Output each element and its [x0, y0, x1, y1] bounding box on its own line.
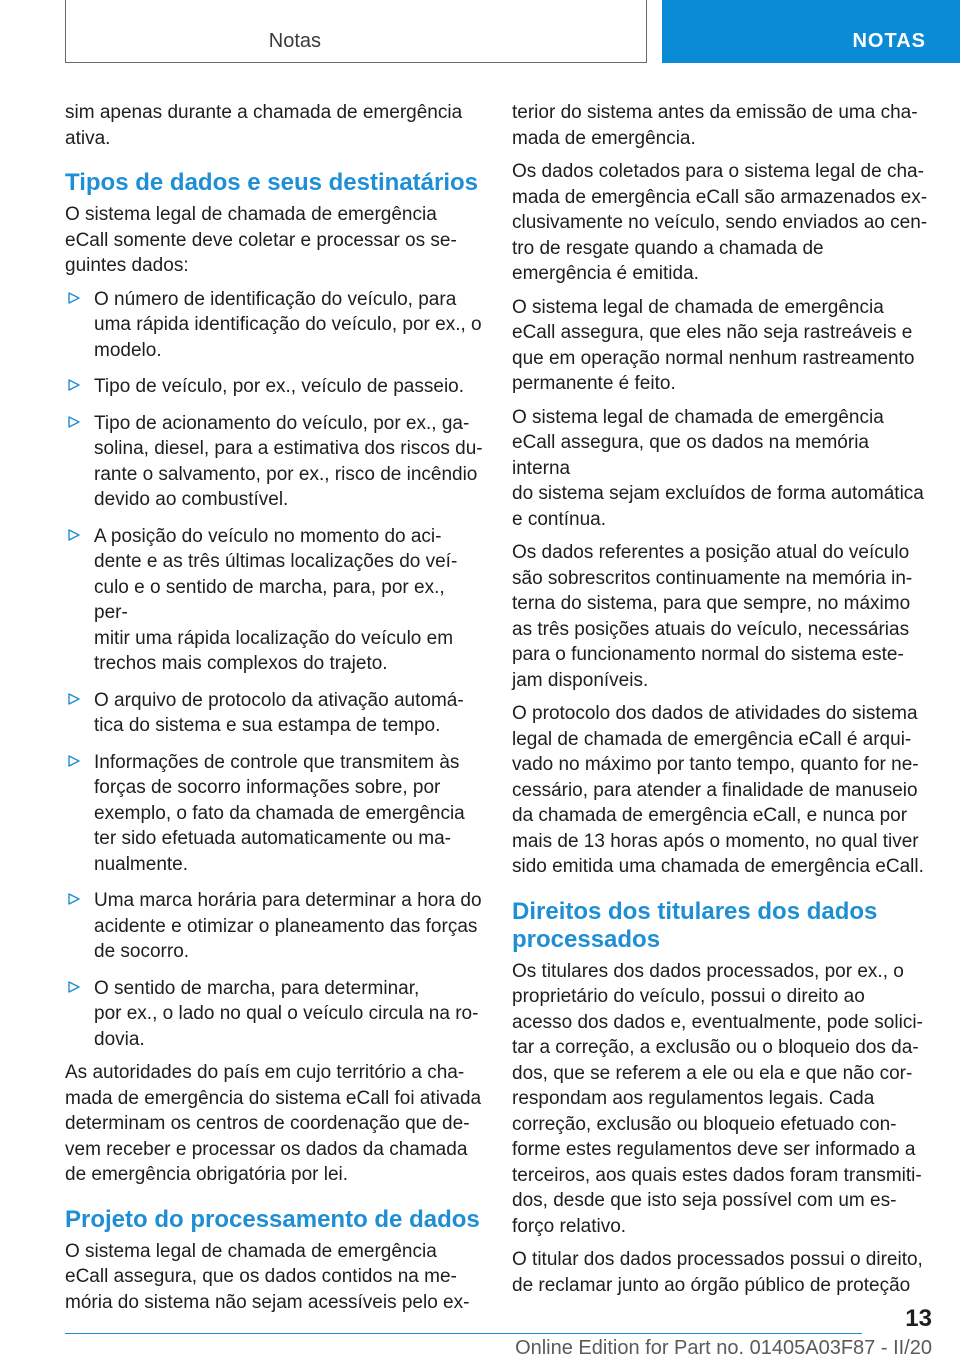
list-item	[65, 411, 483, 513]
list-item	[65, 374, 483, 400]
list-item-text: Uma marca horária para determinar a hora do acidente e otimizar o planeamento das forças de socorro.	[94, 890, 482, 962]
list-item	[65, 888, 483, 965]
paragraph: O protocolo dos dados de atividades do sistema legal de chamada de emergência eCall é arqui‐ vado no máximo por tanto tempo, quanto for ne‐ cessário, para atender a finalidade de manuseio da chamada de emergência eCall, e nunca por mais de 13 horas após o momento, no qual tiver sido emitida uma chamada de emergência eCall.	[512, 703, 924, 877]
triangle-bullet-icon	[67, 754, 81, 768]
list-item	[65, 524, 483, 677]
header-section-box	[65, 0, 647, 63]
list-item-text: A posição do veículo no momento do aci‐ dente e as três últimas localizações do veí‐ culo e o sentido de marcha, para, por ex., per‐ mitir uma rápida localização do veículo em trechos mais complexos do trajeto.	[94, 525, 458, 674]
paragraph: terior do sistema antes da emissão de uma cha‐ mada de emergência.	[512, 102, 918, 149]
paragraph: O sistema legal de chamada de emergência eCall somente deve coletar e processar os se‐ guintes dados:	[65, 204, 457, 276]
triangle-bullet-icon	[67, 528, 81, 542]
header-chapter-tab	[662, 0, 960, 63]
section-heading-data-subject-rights: Direitos dos titulares dos dados processados	[512, 897, 878, 953]
footer-divider	[65, 1333, 862, 1334]
triangle-bullet-icon	[67, 291, 81, 305]
page-number: 13	[905, 1305, 932, 1332]
paragraph: Os dados coletados para o sistema legal de cha‐ mada de emergência eCall são armazenados ex‐ clusivamente no veículo, sendo enviados ao cen‐ tro de resgate quando a chamada de emergência é emitida.	[512, 161, 928, 284]
list-item	[65, 688, 483, 739]
footer-edition-text: Online Edition for Part no. 01405A03F87 - II/20	[515, 1337, 932, 1359]
list-item-text: Informações de controle que transmitem às forças de socorro informações sobre, por exemplo, o fato da chamada de emergência ter sido efetuada automaticamente ou ma‐ nualmente.	[94, 751, 465, 875]
paragraph: O sistema legal de chamada de emergência eCall assegura, que os dados na memória interna do sistema sejam excluídos de forma automática e contínua.	[512, 406, 924, 530]
triangle-bullet-icon	[67, 980, 81, 994]
section-heading-processing-design: Projeto do processamento de dados	[65, 1205, 480, 1233]
triangle-bullet-icon	[67, 692, 81, 706]
paragraph: Os titulares dos dados processados, por ex., o proprietário do veículo, possui o direito ao acesso dos dados e, eventualmente, pode solici‐ tar a correção, a exclusão ou o bloqueio dos da‐ dos, que se referem a ele ou ela e que não cor‐ respondam aos regulamentos legais. Cada correção, exclusão ou bloqueio efetuado con‐ forme estes regulamentos deve ser informado a terceiros, aos quais estes dados foram transmiti‐ dos, desde que isto seja possível com um es‐ forço relativo.	[512, 960, 923, 1237]
paragraph: As autoridades do país em cujo território a cha‐ mada de emergência do sistema eCall foi ativada determinam os centros de coordenação que de‐ vem receber e processar os dados da chamada de emergência obrigatória por lei.	[65, 1062, 482, 1185]
triangle-bullet-icon	[67, 415, 81, 429]
section-heading-data-types: Tipos de dados e seus destinatários	[65, 169, 479, 196]
intro-paragraph: sim apenas durante a chamada de emergência ativa.	[65, 102, 463, 149]
data-types-list	[65, 287, 483, 1053]
list-item-text: O arquivo de protocolo da ativação automá‐ tica do sistema e sua estampa de tempo.	[94, 689, 464, 736]
triangle-bullet-icon	[67, 892, 81, 906]
paragraph: O sistema legal de chamada de emergência eCall assegura, que eles não seja rastreáveis e que em operação normal nenhum rastreamento permanente é feito.	[512, 296, 915, 394]
header-section-title: Notas	[268, 30, 321, 52]
list-item	[65, 287, 483, 364]
list-item-text: O número de identificação do veículo, para uma rápida identificação do veículo, por ex., o modelo.	[94, 288, 482, 361]
list-item-text: Tipo de veículo, por ex., veículo de passeio.	[94, 376, 465, 397]
list-item-text: O sentido de marcha, para determinar, por ex., o lado no qual o veículo circula na ro‐ dovia.	[94, 977, 479, 1050]
paragraph: O titular dos dados processados possui o direito, de reclamar junto ao órgão público de proteção	[512, 1249, 923, 1296]
triangle-bullet-icon	[67, 378, 81, 392]
right-column	[512, 100, 930, 1298]
list-item	[65, 750, 483, 878]
list-item-text: Tipo de acionamento do veículo, por ex., ga‐ solina, diesel, para a estimativa dos riscos du‐ rante o salvamento, por ex., risco de incêndio devido ao combustível.	[94, 412, 483, 510]
list-item	[65, 976, 483, 1053]
paragraph: Os dados referentes a posição atual do veículo são sobrescritos continuamente na memória in‐ terna do sistema, para que sempre, no máximo as três posições atuais do veículo, necessárias para o funcionamento normal do sistema este‐ jam disponíveis.	[512, 542, 913, 691]
header-chapter-tab-label: NOTAS	[852, 30, 926, 52]
left-column	[65, 100, 483, 1315]
paragraph: O sistema legal de chamada de emergência eCall assegura, que os dados contidos na me‐ mória do sistema não sejam acessíveis pelo ex‐	[65, 1240, 470, 1313]
